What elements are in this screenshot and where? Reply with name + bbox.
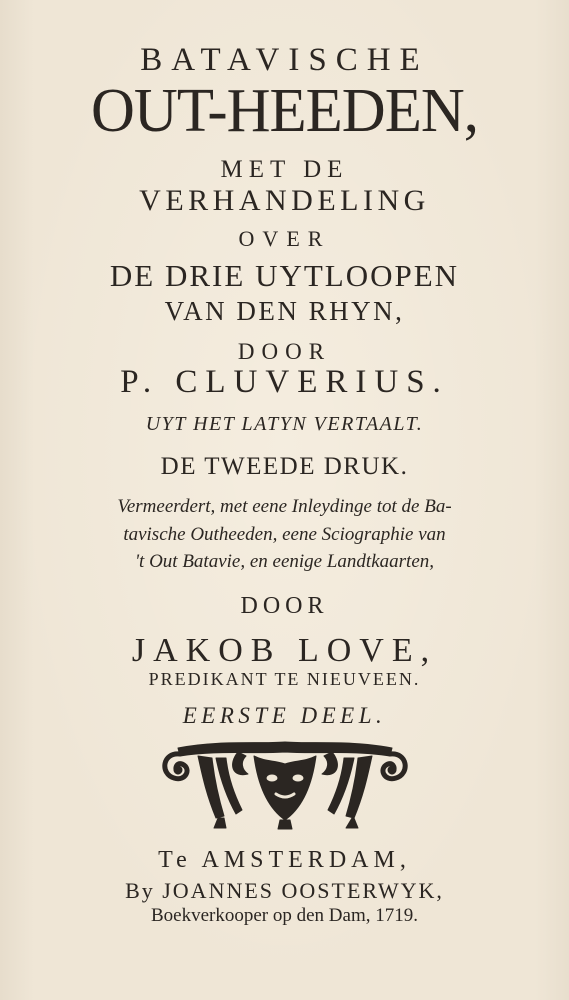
subtitle-over: OVER <box>238 226 331 251</box>
imprint-publisher: By JOANNES OOSTERWYK, <box>125 878 444 903</box>
imprint-place: Te AMSTERDAM, <box>158 847 411 873</box>
printers-ornament-icon <box>158 734 412 830</box>
title-line-batavische: BATAVISCHE <box>140 42 429 78</box>
editor-door: DOOR <box>240 593 329 619</box>
edition-statement: DE TWEEDE DRUK. <box>160 453 409 480</box>
subtitle-verhandeling: VERHANDELING <box>139 184 430 217</box>
additions-line-2: tavische Outheeden, eene Sciographie van <box>123 524 446 545</box>
subtitle-drie-uytloopen: DE DRIE UYTLOOPEN <box>109 258 460 293</box>
subtitle-met-de: MET DE <box>220 156 349 183</box>
author-name: P. CLUVERIUS. <box>120 364 449 400</box>
additions-line-3: 't Out Batavie, en eenige Landtkaarten, <box>134 551 435 572</box>
editor-title: PREDIKANT TE NIEUVEEN. <box>148 669 421 689</box>
imprint-address-date: Boekverkooper op den Dam, 1719. <box>151 905 418 926</box>
translation-note: UYT HET LATYN VERTAALT. <box>145 413 424 435</box>
volume-statement: EERSTE DEEL. <box>182 703 387 728</box>
additions-line-1: Vermeerdert, met eene Inleydinge tot de Ba- <box>117 496 452 517</box>
title-line-out-heeden: OUT-HEEDEN, <box>91 77 478 145</box>
subtitle-van-den-rhyn: VAN DEN RHYN, <box>164 296 405 326</box>
editor-name: JAKOB LOVE, <box>131 632 438 669</box>
author-door: DOOR <box>237 339 332 364</box>
